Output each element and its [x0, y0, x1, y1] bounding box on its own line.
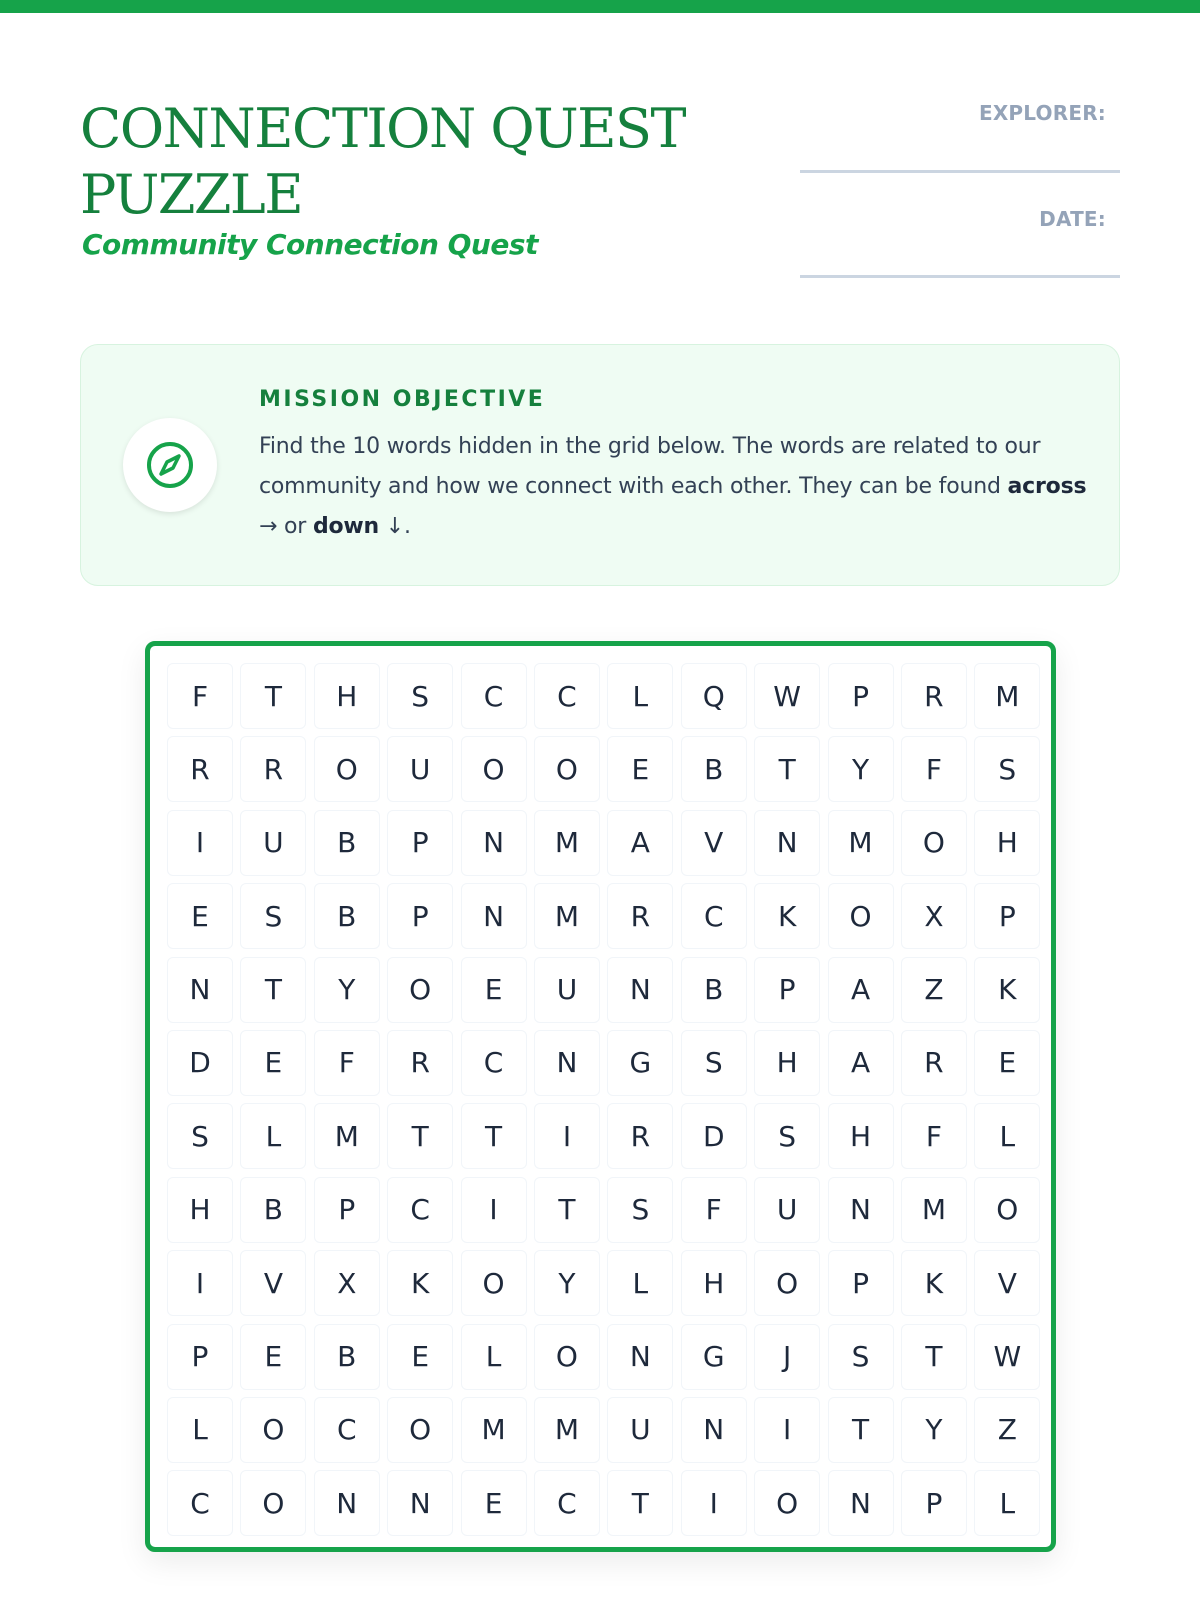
grid-cell[interactable]: Y — [828, 736, 894, 802]
page-subtitle: Community Connection Quest — [82, 228, 538, 261]
grid-cell[interactable]: L — [607, 663, 673, 729]
grid-cell[interactable]: K — [387, 1250, 453, 1316]
mission-text-intro: Find the 10 words hidden in the grid below. The words are related to our community and how we connect with each other. They can be found — [259, 434, 1041, 499]
grid-cell[interactable]: M — [534, 883, 600, 949]
grid-cell[interactable]: V — [240, 1250, 306, 1316]
grid-cell[interactable]: O — [828, 883, 894, 949]
grid-cell[interactable]: C — [534, 663, 600, 729]
grid-cell[interactable]: X — [901, 883, 967, 949]
grid-cell[interactable]: E — [167, 883, 233, 949]
grid-cell[interactable]: C — [167, 1470, 233, 1536]
grid-cell[interactable]: L — [607, 1250, 673, 1316]
grid-cell[interactable]: O — [534, 736, 600, 802]
grid-cell[interactable]: M — [901, 1177, 967, 1243]
date-field[interactable] — [800, 275, 1120, 278]
grid-cell[interactable]: I — [167, 810, 233, 876]
grid-cell[interactable]: A — [607, 810, 673, 876]
grid-cell[interactable]: T — [240, 663, 306, 729]
grid-cell[interactable]: O — [461, 736, 527, 802]
grid-cell[interactable]: M — [828, 810, 894, 876]
grid-cell[interactable]: E — [240, 1030, 306, 1096]
grid-cell[interactable]: F — [314, 1030, 380, 1096]
grid-cell[interactable]: S — [828, 1324, 894, 1390]
grid-cell[interactable]: J — [754, 1324, 820, 1390]
grid-cell[interactable]: N — [828, 1177, 894, 1243]
grid-cell[interactable]: Y — [534, 1250, 600, 1316]
down-arrow-icon: ↓. — [385, 514, 411, 539]
grid-cell[interactable]: L — [974, 1103, 1040, 1169]
grid-cell[interactable]: T — [901, 1324, 967, 1390]
across-arrow-icon: → — [259, 514, 278, 539]
grid-cell[interactable]: P — [167, 1324, 233, 1390]
word-search-grid — [145, 641, 1056, 1552]
grid-cell[interactable]: K — [901, 1250, 967, 1316]
grid-cell[interactable]: O — [461, 1250, 527, 1316]
grid-cell[interactable]: L — [167, 1397, 233, 1463]
grid-cell[interactable]: M — [534, 1397, 600, 1463]
grid-cell[interactable]: P — [387, 883, 453, 949]
grid-cell[interactable]: E — [461, 1470, 527, 1536]
grid-cell[interactable]: R — [387, 1030, 453, 1096]
grid-cell[interactable]: L — [240, 1103, 306, 1169]
grid-cell[interactable]: Y — [314, 957, 380, 1023]
grid-cell[interactable]: M — [974, 663, 1040, 729]
mission-title: MISSION OBJECTIVE — [259, 387, 546, 412]
grid-cell[interactable]: T — [240, 957, 306, 1023]
grid-cell[interactable]: N — [461, 810, 527, 876]
grid-cell[interactable]: C — [681, 883, 747, 949]
letter-grid — [167, 663, 1040, 1536]
grid-cell[interactable]: R — [240, 736, 306, 802]
grid-cell[interactable]: U — [754, 1177, 820, 1243]
grid-cell[interactable]: P — [828, 1250, 894, 1316]
grid-cell[interactable]: S — [974, 736, 1040, 802]
grid-cell[interactable]: C — [534, 1470, 600, 1536]
grid-cell[interactable]: C — [314, 1397, 380, 1463]
grid-cell[interactable]: S — [387, 663, 453, 729]
grid-cell[interactable]: T — [754, 736, 820, 802]
grid-cell[interactable]: T — [461, 1103, 527, 1169]
grid-cell[interactable]: O — [387, 1397, 453, 1463]
grid-cell[interactable]: S — [681, 1030, 747, 1096]
grid-cell[interactable]: W — [754, 663, 820, 729]
grid-cell[interactable]: S — [240, 883, 306, 949]
grid-cell[interactable]: F — [167, 663, 233, 729]
grid-cell[interactable]: E — [387, 1324, 453, 1390]
grid-cell[interactable]: M — [534, 810, 600, 876]
grid-cell[interactable]: X — [314, 1250, 380, 1316]
date-label: DATE: — [1039, 207, 1106, 231]
grid-cell[interactable]: P — [754, 957, 820, 1023]
grid-cell[interactable]: A — [828, 1030, 894, 1096]
grid-cell[interactable]: P — [387, 810, 453, 876]
explorer-field[interactable] — [800, 170, 1120, 173]
grid-cell[interactable]: P — [314, 1177, 380, 1243]
grid-cell[interactable]: B — [681, 736, 747, 802]
grid-cell[interactable]: G — [607, 1030, 673, 1096]
grid-cell[interactable]: T — [534, 1177, 600, 1243]
grid-cell[interactable]: E — [607, 736, 673, 802]
grid-cell[interactable]: Y — [901, 1397, 967, 1463]
grid-cell[interactable]: N — [607, 1324, 673, 1390]
mission-text-down: down — [312, 514, 379, 539]
grid-cell[interactable]: B — [314, 1324, 380, 1390]
grid-cell[interactable]: N — [387, 1470, 453, 1536]
grid-cell[interactable]: N — [681, 1397, 747, 1463]
explorer-label: EXPLORER: — [978, 101, 1106, 125]
grid-cell[interactable]: Z — [901, 957, 967, 1023]
grid-cell[interactable]: N — [828, 1470, 894, 1536]
grid-cell[interactable]: S — [754, 1103, 820, 1169]
grid-cell[interactable]: F — [901, 1103, 967, 1169]
grid-cell[interactable]: T — [607, 1470, 673, 1536]
grid-cell[interactable]: W — [974, 1324, 1040, 1390]
grid-cell[interactable]: O — [240, 1397, 306, 1463]
grid-cell[interactable]: O — [387, 957, 453, 1023]
grid-cell[interactable]: C — [461, 1030, 527, 1096]
grid-cell[interactable]: U — [240, 810, 306, 876]
grid-cell[interactable]: N — [167, 957, 233, 1023]
grid-cell[interactable]: C — [387, 1177, 453, 1243]
grid-cell[interactable]: N — [754, 810, 820, 876]
grid-cell[interactable]: Z — [974, 1397, 1040, 1463]
grid-cell[interactable]: R — [607, 883, 673, 949]
grid-cell[interactable]: E — [974, 1030, 1040, 1096]
grid-cell[interactable]: V — [974, 1250, 1040, 1316]
grid-cell[interactable]: D — [167, 1030, 233, 1096]
grid-cell[interactable]: U — [534, 957, 600, 1023]
grid-cell[interactable]: P — [828, 663, 894, 729]
grid-cell[interactable]: B — [240, 1177, 306, 1243]
compass-icon — [123, 418, 217, 512]
grid-cell[interactable]: O — [754, 1470, 820, 1536]
grid-cell[interactable]: A — [828, 957, 894, 1023]
grid-cell[interactable]: I — [167, 1250, 233, 1316]
grid-cell[interactable]: R — [901, 663, 967, 729]
grid-cell[interactable]: H — [167, 1177, 233, 1243]
grid-cell[interactable]: O — [240, 1470, 306, 1536]
grid-cell[interactable]: B — [314, 883, 380, 949]
grid-cell[interactable]: H — [754, 1030, 820, 1096]
grid-cell[interactable]: R — [167, 736, 233, 802]
grid-cell[interactable]: O — [974, 1177, 1040, 1243]
grid-cell[interactable]: I — [534, 1103, 600, 1169]
grid-cell[interactable]: G — [681, 1324, 747, 1390]
grid-cell[interactable]: V — [681, 810, 747, 876]
grid-cell[interactable]: R — [607, 1103, 673, 1169]
grid-cell[interactable]: O — [534, 1324, 600, 1390]
grid-cell[interactable]: L — [461, 1324, 527, 1390]
grid-cell[interactable]: T — [828, 1397, 894, 1463]
mission-text — [259, 427, 1089, 547]
grid-cell[interactable]: T — [387, 1103, 453, 1169]
top-accent-bar — [0, 0, 1200, 13]
grid-cell[interactable]: I — [681, 1470, 747, 1536]
grid-cell[interactable]: P — [901, 1470, 967, 1536]
grid-cell[interactable]: E — [461, 957, 527, 1023]
grid-cell[interactable]: U — [387, 736, 453, 802]
grid-cell[interactable]: O — [754, 1250, 820, 1316]
grid-cell[interactable]: M — [314, 1103, 380, 1169]
mission-text-or: or — [277, 514, 313, 539]
grid-cell[interactable]: D — [681, 1103, 747, 1169]
grid-cell[interactable]: C — [461, 663, 527, 729]
grid-cell[interactable]: H — [974, 810, 1040, 876]
grid-cell[interactable]: S — [607, 1177, 673, 1243]
grid-cell[interactable]: M — [461, 1397, 527, 1463]
grid-cell[interactable]: H — [314, 663, 380, 729]
grid-cell[interactable]: B — [314, 810, 380, 876]
page-title: CONNECTION QUEST PUZZLE — [80, 97, 686, 226]
grid-cell[interactable]: H — [681, 1250, 747, 1316]
grid-cell[interactable]: L — [974, 1470, 1040, 1536]
grid-cell[interactable]: Q — [681, 663, 747, 729]
grid-cell[interactable]: N — [534, 1030, 600, 1096]
grid-cell[interactable]: O — [901, 810, 967, 876]
grid-cell[interactable]: O — [314, 736, 380, 802]
grid-cell[interactable]: B — [681, 957, 747, 1023]
grid-cell[interactable]: I — [754, 1397, 820, 1463]
grid-cell[interactable]: U — [607, 1397, 673, 1463]
grid-cell[interactable]: H — [828, 1103, 894, 1169]
grid-cell[interactable]: F — [681, 1177, 747, 1243]
grid-cell[interactable]: F — [901, 736, 967, 802]
grid-cell[interactable]: N — [461, 883, 527, 949]
grid-cell[interactable]: N — [314, 1470, 380, 1536]
mission-objective-panel — [80, 344, 1120, 586]
grid-cell[interactable]: K — [974, 957, 1040, 1023]
grid-cell[interactable]: P — [974, 883, 1040, 949]
grid-cell[interactable]: S — [167, 1103, 233, 1169]
grid-cell[interactable]: R — [901, 1030, 967, 1096]
grid-cell[interactable]: E — [240, 1324, 306, 1390]
grid-cell[interactable]: K — [754, 883, 820, 949]
mission-text-across: across — [1007, 474, 1087, 499]
grid-cell[interactable]: I — [461, 1177, 527, 1243]
grid-cell[interactable]: N — [607, 957, 673, 1023]
